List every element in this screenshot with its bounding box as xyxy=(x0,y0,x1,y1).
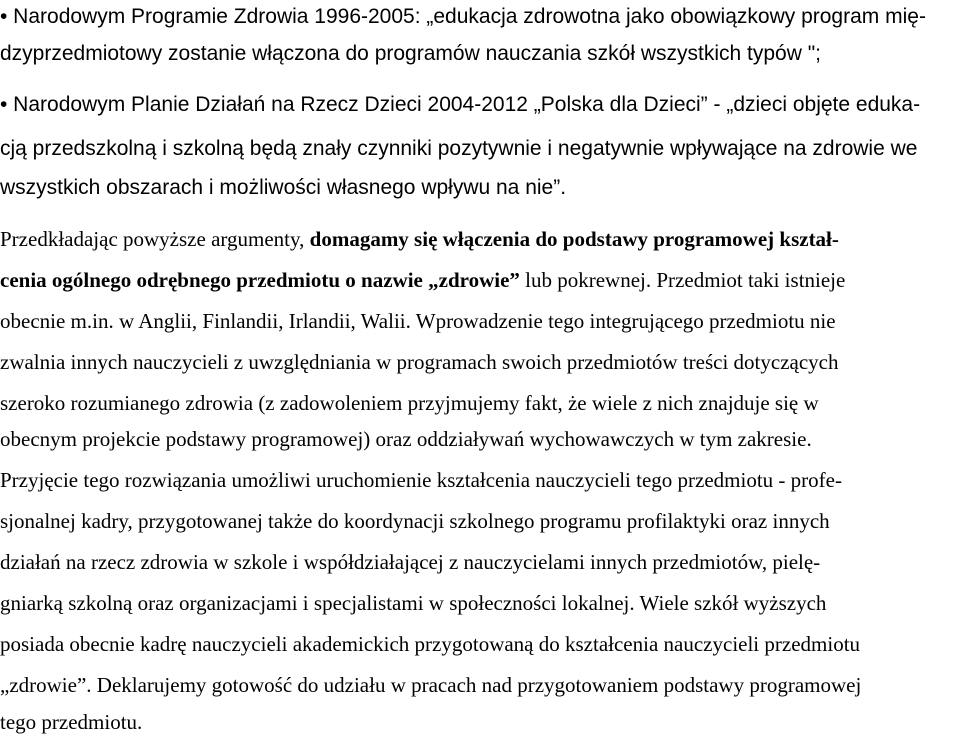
bullet-2-line-1: • Narodowym Planie Działań na Rzecz Dzieci 2004-2012 „Polska dla Dzieci” - „dzieci objęte eduka- xyxy=(0,93,921,116)
paragraph-line-11: posiada obecnie kadrę nauczycieli akademickich przygotowaną do kształcenia nauczycieli przedmiotu xyxy=(0,632,861,656)
paragraph-line-2-text: lub pokrewnej. Przedmiot taki istnieje xyxy=(519,268,846,292)
paragraph-line-7: Przyjęcie tego rozwiązania umożliwi uruchomienie kształcenia nauczycieli tego przedmiotu - profe- xyxy=(0,468,842,492)
paragraph-line-9: działań na rzecz zdrowia w szkole i współdziałającej z nauczycielami innych przedmiotów, pielę- xyxy=(0,550,821,574)
paragraph-line-13: tego przedmiotu. xyxy=(0,710,143,734)
paragraph-line-8: sjonalnej kadry, przygotowanej także do koordynacji szkolnego programu profilaktyki oraz innych xyxy=(0,509,830,533)
paragraph-line-3: obecnie m.in. w Anglii, Finlandii, Irlandii, Walii. Wprowadzenie tego integrującego przedmiotu nie xyxy=(0,309,836,333)
bullet-1-line-1: • Narodowym Programie Zdrowia 1996-2005: „edukacja zdrowotna jako obowiązkowy program mię- xyxy=(0,5,926,28)
paragraph-line-6: obecnym projekcie podstawy programowej) oraz oddziaływań wychowawczych w tym zakresie. xyxy=(0,427,812,451)
paragraph-line-1-bold: domagamy się włączenia do podstawy programowej kształ- xyxy=(309,227,839,251)
paragraph-line-2-bold: cenia ogólnego odrębnego przedmiotu o nazwie „zdrowie” xyxy=(0,268,520,292)
bullet-2-line-2: cją przedszkolną i szkolną będą znały czynniki pozytywnie i negatywnie wpływające na zdrowie we xyxy=(0,137,918,160)
paragraph-line-2 xyxy=(0,270,845,291)
bullet-1-line-2: dzyprzedmiotowy zostanie włączona do programów nauczania szkół wszystkich typów "; xyxy=(0,42,821,65)
paragraph-line-1-text: Przedkładając powyższe argumenty, xyxy=(0,227,310,251)
paragraph-line-12: „zdrowie”. Deklarujemy gotowość do udziału w pracach nad przygotowaniem podstawy programowej xyxy=(0,673,862,697)
paragraph-line-10: gniarką szkolną oraz organizacjami i specjalistami w społeczności lokalnej. Wiele szkół wyższych xyxy=(0,591,827,615)
paragraph-line-1 xyxy=(0,229,839,250)
paragraph-line-5: szeroko rozumianego zdrowia (z zadowoleniem przyjmujemy fakt, że wiele z nich znajduje się w xyxy=(0,391,819,415)
bullet-2-line-3: wszystkich obszarach i możliwości własnego wpływu na nie”. xyxy=(0,176,567,199)
paragraph-line-4: zwalnia innych nauczycieli z uwzględniania w programach swoich przedmiotów treści dotyczących xyxy=(0,350,839,374)
